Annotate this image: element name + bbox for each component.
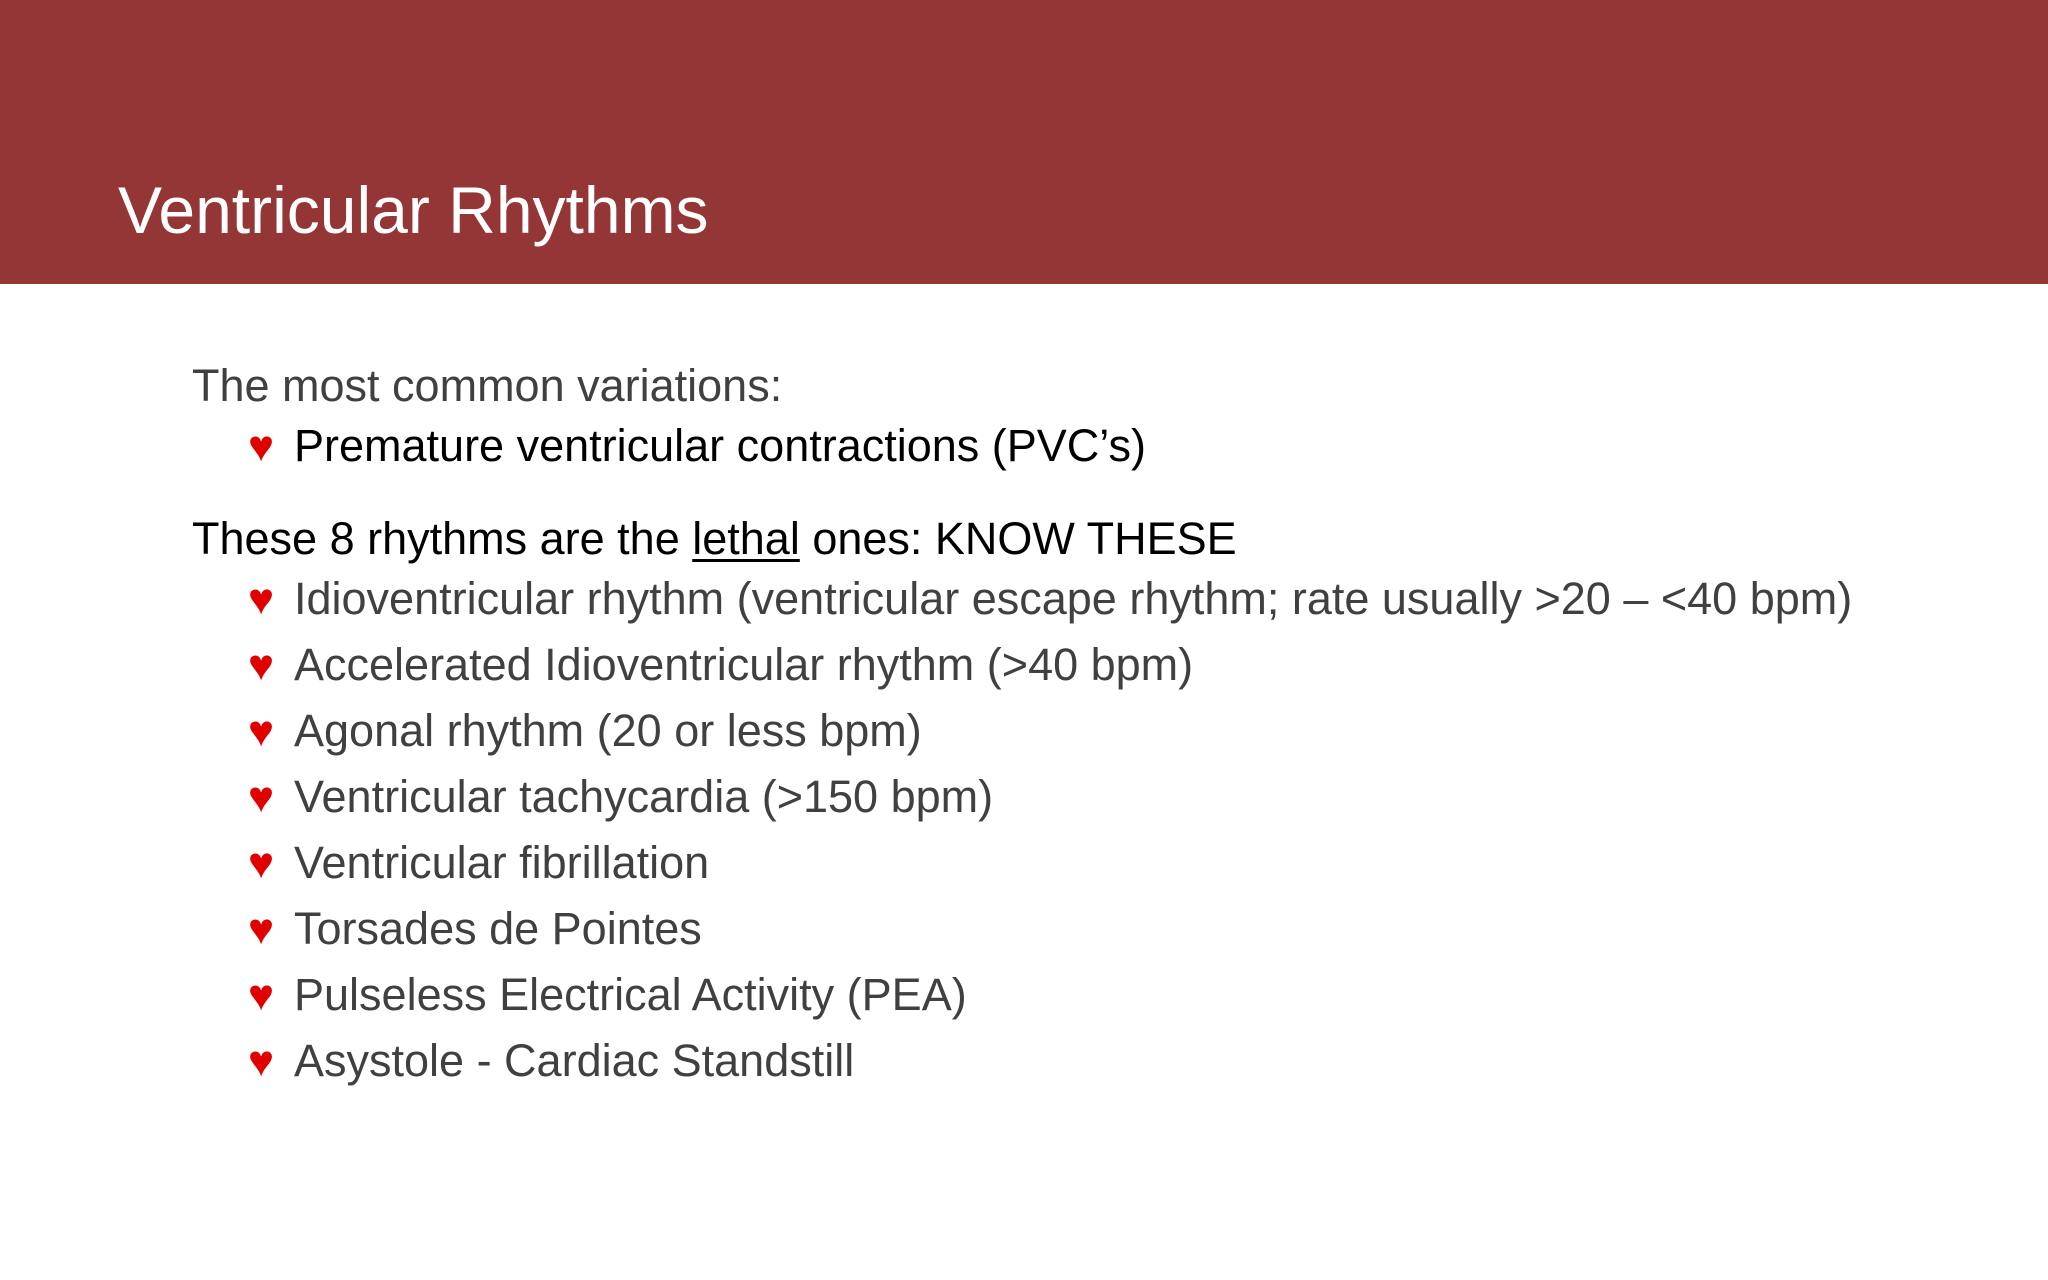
heart-icon: ♥	[248, 773, 275, 822]
lethal-emphasis: lethal	[692, 513, 800, 564]
lethal-heading-text: These 8 rhythms are the	[192, 513, 693, 564]
list-item	[248, 899, 1972, 960]
list-item-text: Ventricular tachycardia (>150 bpm)	[294, 771, 994, 822]
list-item-text: Premature ventricular contractions (PVC’s)	[294, 420, 1146, 471]
heart-icon: ♥	[248, 575, 275, 624]
list-item	[248, 965, 1972, 1026]
list-item	[248, 416, 1972, 477]
list-item	[248, 569, 1972, 630]
lethal-heading-suffix: ones: KNOW THESE	[799, 513, 1237, 564]
common-variations-heading: The most common variations:	[192, 360, 783, 411]
list-item	[248, 635, 1972, 696]
list-item-text: Pulseless Electrical Activity (PEA)	[294, 969, 967, 1020]
slide-body	[192, 356, 1972, 1097]
list-item-text: Asystole - Cardiac Standstill	[294, 1035, 855, 1086]
common-variations-list	[192, 416, 1972, 477]
title-band	[0, 0, 2048, 284]
list-item-text: Torsades de Pointes	[294, 903, 702, 954]
list-item	[248, 833, 1972, 894]
lethal-rhythms-list	[192, 569, 1972, 1092]
heart-icon: ♥	[248, 1037, 275, 1086]
list-item-text: Idioventricular rhythm (ventricular escape rhythm; rate usually >20 – <40 bpm)	[294, 573, 1853, 624]
list-item	[248, 767, 1972, 828]
list-item-text: Ventricular fibrillation	[294, 837, 710, 888]
heart-icon: ♥	[248, 641, 275, 690]
heart-icon: ♥	[248, 971, 275, 1020]
list-item	[248, 701, 1972, 762]
list-item-text: Accelerated Idioventricular rhythm (>40 bpm)	[294, 639, 1194, 690]
lethal-rhythms-heading	[192, 509, 1972, 569]
slide-title: Ventricular Rhythms	[118, 173, 709, 247]
heart-icon: ♥	[248, 839, 275, 888]
heart-icon: ♥	[248, 707, 275, 756]
list-item	[248, 1031, 1972, 1092]
heart-icon: ♥	[248, 422, 275, 471]
list-item-text: Agonal rhythm (20 or less bpm)	[294, 705, 922, 756]
heart-icon: ♥	[248, 905, 275, 954]
